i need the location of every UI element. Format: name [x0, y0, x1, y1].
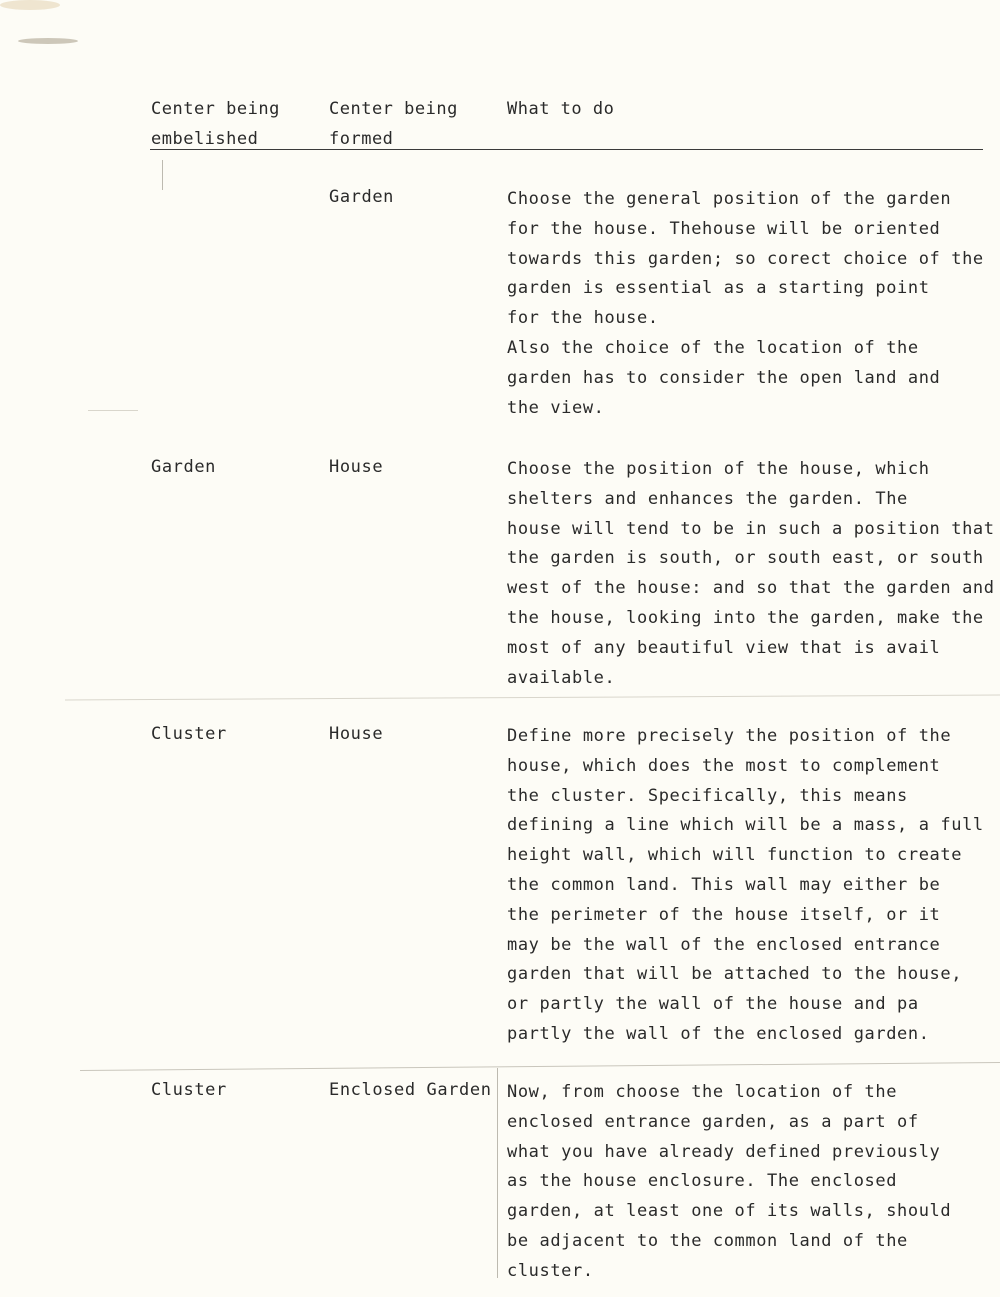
text-line: the garden is south, or south east, or south — [507, 548, 984, 569]
header-line: embelished — [151, 129, 259, 149]
row-4-what — [507, 1078, 997, 1287]
text-line: garden, at least one of its walls, should — [507, 1201, 952, 1222]
text-line: the house, looking into the garden, make the — [507, 607, 984, 628]
header-center-embelished — [151, 94, 280, 154]
row-1-formed: Garden — [329, 187, 395, 207]
text-line: the perimeter of the house itself, or it — [507, 904, 941, 925]
scan-smudge — [0, 0, 60, 10]
header-what-to-do — [507, 94, 614, 124]
text-line: garden that will be attached to the house, — [507, 964, 963, 985]
text-line: enclosed entrance garden, as a part of — [507, 1111, 919, 1132]
text-line: most of any beautiful view that is avail — [507, 637, 941, 658]
text-line: available. — [507, 667, 616, 688]
row-divider — [65, 695, 1000, 701]
text-line: be adjacent to the common land of the — [507, 1230, 908, 1251]
header-rule — [150, 149, 983, 150]
text-line: Choose the general position of the garden — [507, 189, 952, 209]
text-line: Also the choice of the location of the — [507, 337, 919, 358]
text-line: or partly the wall of the house and pa — [507, 994, 919, 1015]
text-line: Define more precisely the position of the — [507, 726, 952, 746]
text-line: height wall, which will function to create — [507, 845, 963, 866]
text-line: garden has to consider the open land and — [507, 367, 941, 388]
row-4-embelished: Cluster — [151, 1080, 227, 1100]
row-2-embelished: Garden — [151, 457, 217, 477]
row-4-formed: Enclosed Garden — [329, 1080, 492, 1100]
text-line: the view. — [507, 397, 605, 418]
text-line: may be the wall of the enclosed entrance — [507, 934, 941, 955]
faint-mark — [88, 410, 138, 411]
text-line: Choose the position of the house, which — [507, 459, 930, 479]
text-line: the cluster. Specifically, this means — [507, 785, 908, 806]
text-line: for the house. Thehouse will be oriented — [507, 218, 941, 239]
header-line: formed — [329, 129, 394, 149]
text-line: house, which does the most to complement — [507, 755, 941, 776]
row-2-what — [507, 455, 997, 693]
text-line: the common land. This wall may either be — [507, 874, 941, 895]
header-line: Center being — [151, 99, 280, 119]
row-divider — [80, 1062, 1000, 1071]
text-line: defining a line which will be a mass, a full — [507, 815, 984, 836]
text-line: west of the house: and so that the garden and — [507, 578, 995, 599]
row-3-formed: House — [329, 724, 384, 744]
row-1-what — [507, 185, 997, 423]
header-line: What to do — [507, 99, 615, 119]
text-line: Now, from choose the location of the — [507, 1082, 898, 1102]
text-line: for the house. — [507, 308, 659, 329]
text-line: house will tend to be in such a position that — [507, 518, 995, 539]
header-center-formed — [329, 94, 458, 154]
header-line: Center being — [329, 99, 458, 119]
faint-mark — [497, 1068, 498, 1278]
faint-mark — [162, 160, 163, 190]
text-line: garden is essential as a starting point — [507, 278, 930, 299]
text-line: shelters and enhances the garden. The — [507, 488, 908, 509]
text-line: towards this garden; so corect choice of the — [507, 248, 984, 269]
text-line: partly the wall of the enclosed garden. — [507, 1023, 930, 1044]
row-3-embelished: Cluster — [151, 724, 227, 744]
text-line: what you have already defined previously — [507, 1141, 941, 1162]
text-line: cluster. — [507, 1260, 594, 1281]
row-2-formed: House — [329, 457, 384, 477]
row-3-what — [507, 722, 997, 1050]
text-line: as the house enclosure. The enclosed — [507, 1171, 898, 1192]
scan-smudge — [18, 38, 78, 44]
